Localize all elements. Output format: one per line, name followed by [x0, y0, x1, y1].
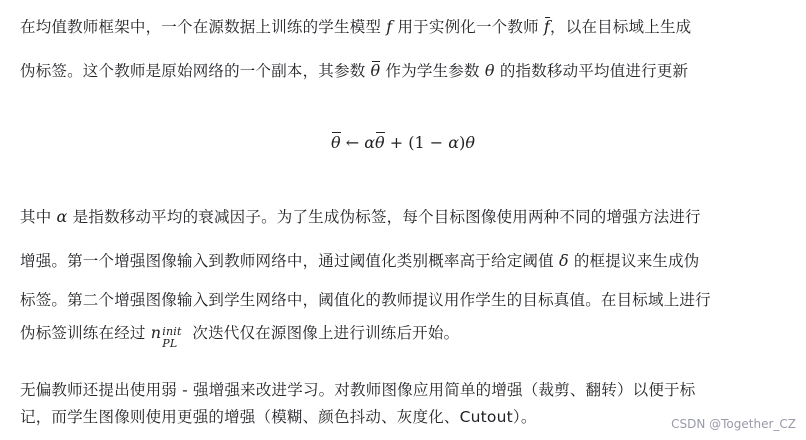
text: 伪标签。这个教师是原始网络的一个副本，其参数	[20, 62, 371, 80]
text: 是指数移动平均的衰减因子。为了生成伪标签，每个目标图像使用两种不同的增强方法进行	[67, 208, 701, 226]
formula-lhs: θ	[331, 131, 341, 155]
formula-close: )	[459, 133, 466, 152]
formula-rest: + (1 −	[384, 133, 449, 152]
math-alpha: α	[56, 207, 68, 226]
ema-formula	[0, 131, 806, 155]
formula-alpha: α	[364, 133, 376, 152]
text: 伪标签训练在经过	[20, 324, 151, 342]
paragraph1-line2	[20, 60, 688, 82]
text: 在均值教师框架中，一个在源数据上训练的学生模型	[20, 18, 387, 36]
csdn-watermark: CSDN @Together_CZ	[671, 417, 796, 431]
text: 作为学生参数	[380, 62, 485, 80]
math-theta: θ	[484, 61, 495, 80]
math-f-bar: f	[543, 17, 551, 36]
formula-theta: θ	[465, 133, 475, 152]
text: 次迭代仅在源图像上进行训练后开始。	[187, 324, 460, 342]
text: 用于实例化一个教师	[392, 18, 544, 36]
text: 增强。第一个增强图像输入到教师网络中，通过阈值化类别概率高于给定阈值	[20, 252, 559, 270]
math-f: f	[386, 17, 393, 36]
formula-theta-bar: θ	[375, 131, 385, 155]
text: ，以在目标域上生成	[550, 18, 692, 36]
math-theta-bar: θ	[370, 61, 381, 80]
formula-arrow: ←	[340, 133, 365, 152]
n-sub-sup	[161, 323, 187, 350]
paragraph3-line2: 记，而学生图像则使用更强的增强（模糊、颜色抖动、灰度化、Cutout）。	[20, 408, 537, 426]
paragraph2-line4	[20, 322, 460, 350]
paragraph2-line2	[20, 250, 700, 272]
paragraph2-line3: 标签。第二个增强图像输入到学生网络中，阈值化的教师提议用作学生的目标真值。在目标域上进行	[20, 291, 711, 309]
sup-init: init	[162, 324, 182, 338]
math-n: n	[150, 323, 162, 342]
paragraph2-line1	[20, 206, 701, 228]
paragraph1-line1	[20, 16, 691, 38]
math-delta: δ	[558, 251, 569, 270]
text: 的指数移动平均值进行更新	[494, 62, 689, 80]
text: 其中	[20, 208, 57, 226]
paragraph3-line1: 无偏教师还提出使用弱 - 强增强来改进学习。对教师图像应用简单的增强（裁剪、翻转）以便于标	[20, 381, 696, 399]
text: 的框提议来生成伪	[568, 252, 700, 270]
formula-alpha2: α	[448, 133, 460, 152]
sub-pl: PL	[162, 336, 178, 350]
